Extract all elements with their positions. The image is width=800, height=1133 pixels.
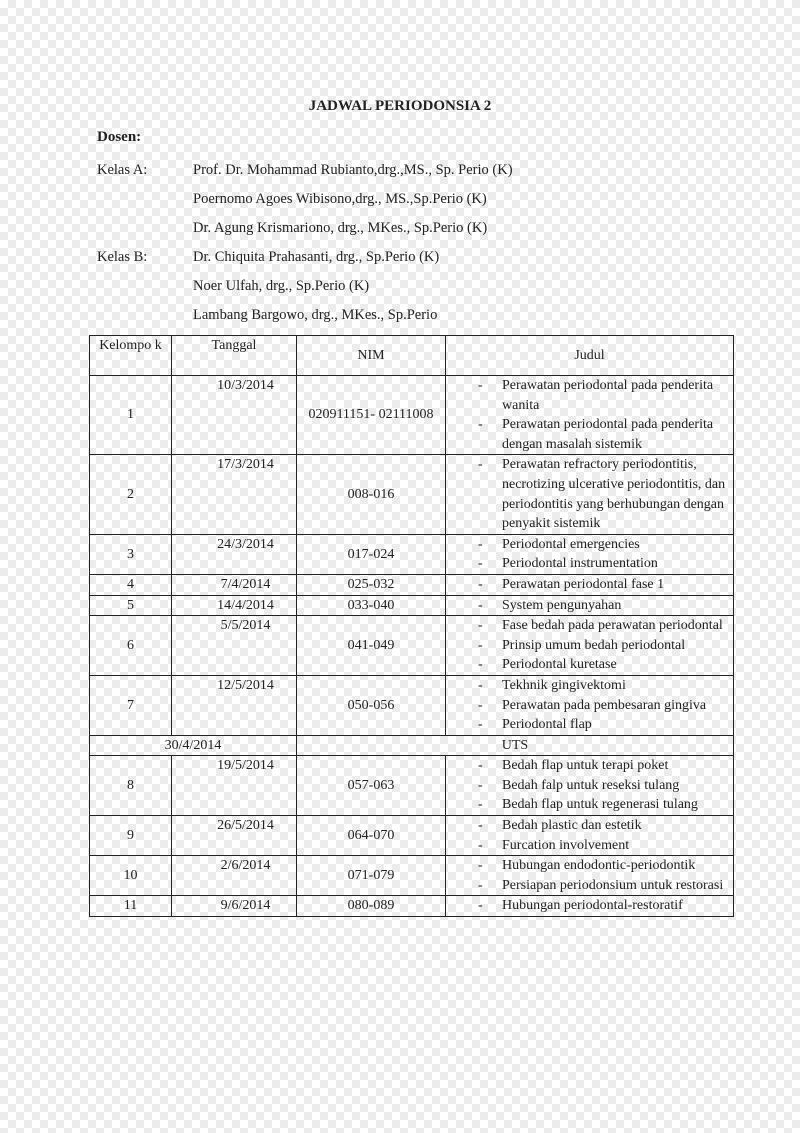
judul-cell [446, 616, 734, 676]
nim-cell: 071-079 [297, 856, 446, 896]
judul-list [446, 856, 733, 895]
table-row [90, 595, 734, 616]
judul-list [446, 376, 733, 454]
schedule-table [89, 335, 734, 917]
tanggal-cell [172, 376, 297, 455]
table-row [90, 534, 734, 574]
judul-list [446, 596, 733, 616]
kelompok-cell: 2 [90, 455, 172, 534]
judul-item: - Periodontal instrumentation [446, 554, 733, 574]
judul-item: - Perawatan periodontal pada penderita dengan masalah sistemik [446, 415, 733, 454]
judul-cell [446, 675, 734, 735]
judul-list [446, 535, 733, 574]
tanggal-cell [172, 756, 297, 816]
judul-item: - Periodontal emergencies [446, 535, 733, 555]
tanggal-cell [172, 675, 297, 735]
header-nim: NIM [297, 336, 446, 376]
kelompok-cell: 1 [90, 376, 172, 455]
kelas-b-lecturer: Noer Ulfah, drg., Sp.Perio (K) [193, 278, 370, 294]
judul-cell [446, 896, 734, 917]
judul-item: - Bedah falp untuk reseksi tulang [446, 776, 733, 796]
kelas-a-lecturer: Prof. Dr. Mohammad Rubianto,drg.,MS., Sp. Perio (K) [193, 162, 513, 178]
table-row [90, 574, 734, 595]
document-title: JADWAL PERIODONSIA 2 [308, 98, 492, 114]
judul-cell [446, 756, 734, 816]
nim-cell: 064-070 [297, 816, 446, 856]
table-row [90, 675, 734, 735]
judul-cell [446, 816, 734, 856]
judul-item: - Periodontal kuretase [446, 655, 733, 675]
judul-list [446, 616, 733, 675]
judul-item: - Perawatan pada pembesaran gingiva [446, 696, 733, 716]
table-row [90, 896, 734, 917]
judul-item: - System pengunyahan [446, 596, 733, 616]
judul-item: - Tekhnik gingivektomi [446, 676, 733, 696]
table-row [90, 616, 734, 676]
kelompok-cell: 4 [90, 574, 172, 595]
kelompok-cell: 7 [90, 675, 172, 735]
kelas-a-label: Kelas A: [97, 162, 148, 178]
tanggal-value: 12/5/2014 [217, 677, 274, 693]
judul-list [446, 455, 733, 533]
tanggal-value: 5/5/2014 [220, 618, 271, 634]
table-row [90, 376, 734, 455]
judul-item: - Persiapan periodonsium untuk restorasi [446, 876, 733, 896]
tanggal-cell [172, 534, 297, 574]
kelompok-cell: 6 [90, 616, 172, 676]
tanggal-cell [172, 816, 297, 856]
judul-cell [446, 534, 734, 574]
table-row [90, 455, 734, 534]
judul-item: - Bedah flap untuk terapi poket [446, 756, 733, 776]
table-row [90, 756, 734, 816]
tanggal-value: 2/6/2014 [220, 858, 271, 874]
kelompok-cell: 9 [90, 816, 172, 856]
judul-cell [446, 595, 734, 616]
tanggal-cell [172, 595, 297, 616]
tanggal-value: 9/6/2014 [220, 898, 271, 914]
kelas-b-lecturer: Dr. Chiquita Prahasanti, drg., Sp.Perio (K) [193, 249, 440, 265]
judul-list [446, 756, 733, 815]
judul-cell [446, 856, 734, 896]
dosen-label: Dosen: [97, 129, 142, 145]
judul-list [446, 676, 733, 735]
judul-list [446, 575, 733, 595]
nim-cell: 050-056 [297, 675, 446, 735]
judul-list [446, 816, 733, 855]
table-row-uts [90, 735, 734, 756]
tanggal-cell [172, 455, 297, 534]
judul-item: - Periodontal flap [446, 715, 733, 735]
nim-cell: 008-016 [297, 455, 446, 534]
kelompok-cell: 5 [90, 595, 172, 616]
kelas-b-label: Kelas B: [97, 249, 148, 265]
judul-item: - Bedah plastic dan estetik [446, 816, 733, 836]
judul-item: - Perawatan periodontal fase 1 [446, 575, 733, 595]
judul-item: - Bedah flap untuk regenerasi tulang [446, 795, 733, 815]
judul-cell [446, 574, 734, 595]
header-kelompok: Kelompo k [90, 336, 172, 376]
kelas-a-lecturer: Poernomo Agoes Wibisono,drg., MS.,Sp.Perio (K) [193, 191, 487, 207]
judul-list [446, 896, 733, 916]
tanggal-cell [172, 616, 297, 676]
nim-cell: 025-032 [297, 574, 446, 595]
tanggal-value: 14/4/2014 [217, 597, 274, 613]
tanggal-value: 26/5/2014 [217, 818, 274, 834]
uts-label: UTS [297, 735, 734, 756]
table-header-row [90, 336, 734, 376]
kelompok-cell: 10 [90, 856, 172, 896]
judul-item: - Hubungan periodontal-restoratif [446, 896, 733, 916]
judul-item: - Perawatan refractory periodontitis, necrotizing ulcerative periodontitis, dan periodontitis yang berhubungan dengan penyakit sistemik [446, 455, 733, 533]
header-tanggal: Tanggal [172, 336, 297, 376]
tanggal-cell [172, 896, 297, 917]
nim-cell: 020911151- 02111008 [297, 376, 446, 455]
nim-cell: 041-049 [297, 616, 446, 676]
judul-cell [446, 455, 734, 534]
kelas-a-lecturer: Dr. Agung Krismariono, drg., MKes., Sp.Perio (K) [193, 220, 488, 236]
kelompok-cell: 11 [90, 896, 172, 917]
judul-cell [446, 376, 734, 455]
nim-cell: 033-040 [297, 595, 446, 616]
tanggal-cell [172, 574, 297, 595]
kelas-b-lecturer: Lambang Bargowo, drg., MKes., Sp.Perio [193, 307, 438, 323]
judul-item: - Perawatan periodontal pada penderita wanita [446, 376, 733, 415]
judul-item: - Prinsip umum bedah periodontal [446, 636, 733, 656]
tanggal-cell [172, 856, 297, 896]
judul-item: - Fase bedah pada perawatan periodontal [446, 616, 733, 636]
nim-cell: 080-089 [297, 896, 446, 917]
nim-cell: 057-063 [297, 756, 446, 816]
table-row [90, 816, 734, 856]
header-judul: Judul [446, 336, 734, 376]
judul-item: - Furcation involvement [446, 836, 733, 856]
tanggal-value: 10/3/2014 [217, 378, 274, 393]
tanggal-value: 19/5/2014 [217, 758, 274, 774]
uts-date: 30/4/2014 [90, 735, 297, 756]
table-row [90, 856, 734, 896]
tanggal-value: 7/4/2014 [220, 576, 271, 592]
judul-item: - Hubungan endodontic-periodontik [446, 856, 733, 876]
tanggal-value: 24/3/2014 [217, 536, 274, 552]
kelompok-cell: 3 [90, 534, 172, 574]
tanggal-value: 17/3/2014 [217, 457, 274, 473]
kelompok-cell: 8 [90, 756, 172, 816]
nim-cell: 017-024 [297, 534, 446, 574]
